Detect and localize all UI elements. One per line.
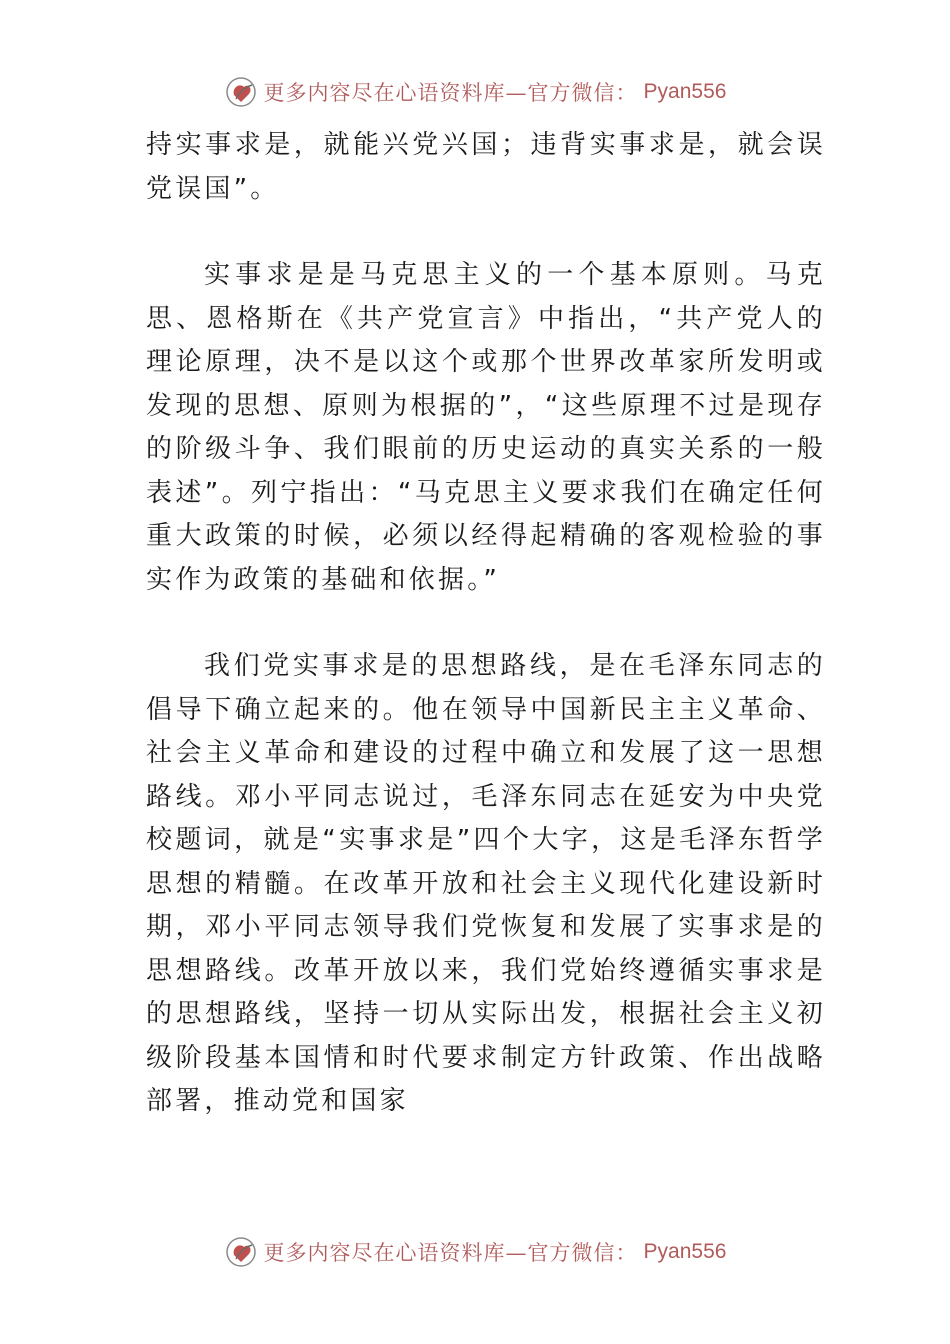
document-body (146, 124, 826, 1124)
heart-leaf-logo-icon (224, 75, 258, 109)
watermark-handle: Pyan556 (643, 80, 727, 103)
watermark-text: 更多内容尽在心语资料库—官方微信： (263, 81, 638, 105)
watermark-handle: Pyan556 (643, 1240, 727, 1263)
heart-leaf-logo-icon (224, 1235, 258, 1269)
paragraph-continued: 持实事求是，就能兴党兴国；违背实事求是，就会误党误国”。 (146, 130, 826, 204)
watermark-text: 更多内容尽在心语资料库—官方微信： (263, 1241, 638, 1265)
footer-watermark (0, 1232, 950, 1272)
paragraph-marxism-principle: 实事求是是马克思主义的一个基本原则。马克思、恩格斯在《共产党宣言》中指出，“共产党人的理论原理，决不是以这个或那个世界改革家所发明或发现的思想、原则为根据的”，“这些原理不过是现存的阶级斗争、我们眼前的历史运动的真实关系的一般表述”。列宁指出：“马克思主义要求我们在确定任何重大政策的时候，必须以经得起精确的客观检验的事实作为政策的基础和依据。” (146, 260, 826, 595)
paragraph-party-line: 我们党实事求是的思想路线，是在毛泽东同志的倡导下确立起来的。他在领导中国新民主主义革命、社会主义革命和建设的过程中确立和发展了这一思想路线。邓小平同志说过，毛泽东同志在延安为中央党校题词，就是“实事求是”四个大字，这是毛泽东哲学思想的精髓。在改革开放和社会主义现代化建设新时期，邓小平同志领导我们党恢复和发展了实事求是的思想路线。改革开放以来，我们党始终遵循实事求是的思想路线，坚持一切从实际出发，根据社会主义初级阶段基本国情和时代要求制定方针政策、作出战略部署，推动党和国家 (146, 651, 826, 1116)
header-watermark (0, 72, 950, 112)
